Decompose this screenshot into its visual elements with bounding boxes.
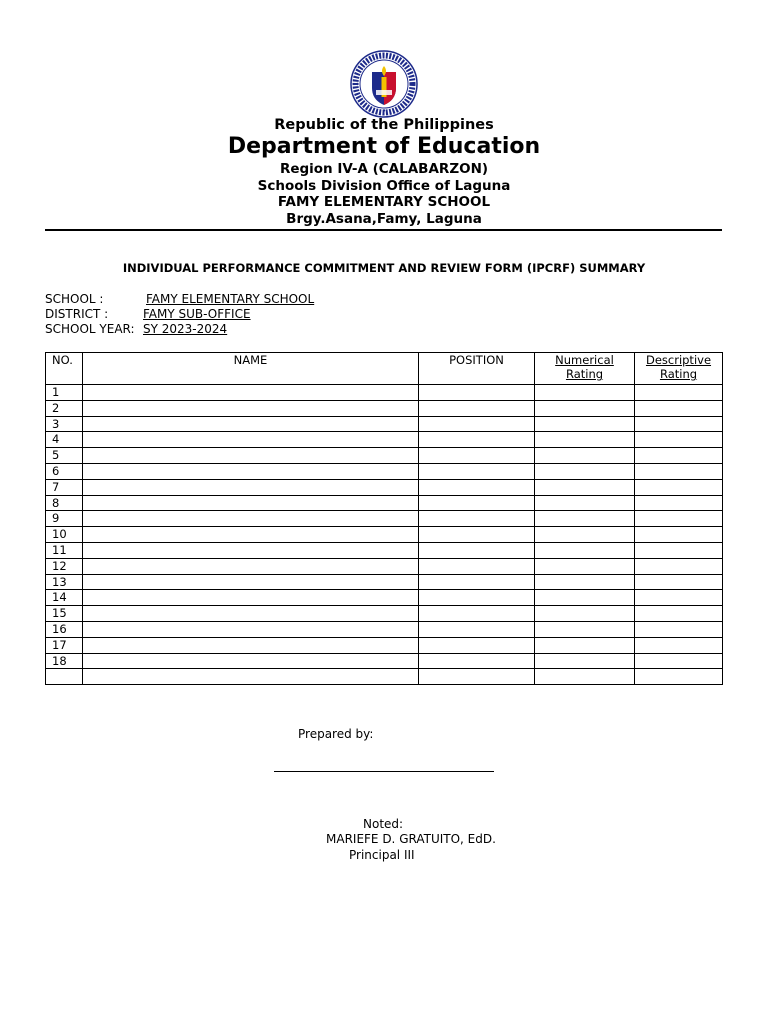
header-no: NO. — [46, 353, 83, 385]
name-cell[interactable] — [83, 574, 419, 590]
row-number-cell: 8 — [46, 495, 83, 511]
row-number-cell: 3 — [46, 416, 83, 432]
numerical-rating-cell[interactable] — [535, 669, 635, 685]
numerical-rating-cell[interactable] — [535, 558, 635, 574]
row-number-cell: 18 — [46, 653, 83, 669]
signature-line — [274, 771, 494, 772]
descriptive-rating-cell[interactable] — [635, 511, 723, 527]
district-info-row — [45, 307, 251, 322]
position-cell[interactable] — [419, 448, 535, 464]
name-cell[interactable] — [83, 400, 419, 416]
numerical-rating-cell[interactable] — [535, 590, 635, 606]
name-cell[interactable] — [83, 542, 419, 558]
republic-heading: Republic of the Philippines — [274, 117, 494, 133]
position-cell[interactable] — [419, 463, 535, 479]
descriptive-rating-cell[interactable] — [635, 495, 723, 511]
school-year-info-row — [45, 322, 228, 337]
table-row — [46, 416, 723, 432]
numerical-rating-cell[interactable] — [535, 385, 635, 401]
descriptive-rating-cell[interactable] — [635, 527, 723, 543]
row-number-cell: 4 — [46, 432, 83, 448]
numerical-rating-cell[interactable] — [535, 400, 635, 416]
header-numerical-rating: Numerical Rating — [535, 353, 635, 385]
position-cell[interactable] — [419, 669, 535, 685]
descriptive-rating-cell[interactable] — [635, 653, 723, 669]
school-heading: FAMY ELEMENTARY SCHOOL — [277, 194, 491, 210]
numerical-rating-cell[interactable] — [535, 416, 635, 432]
numerical-rating-cell[interactable] — [535, 606, 635, 622]
row-number-cell: 10 — [46, 527, 83, 543]
position-cell[interactable] — [419, 479, 535, 495]
table-row — [46, 558, 723, 574]
district-value: FAMY SUB-OFFICE — [143, 307, 251, 321]
numerical-rating-cell[interactable] — [535, 448, 635, 464]
row-number-cell: 2 — [46, 400, 83, 416]
name-cell[interactable] — [83, 479, 419, 495]
name-cell[interactable] — [83, 637, 419, 653]
position-cell[interactable] — [419, 511, 535, 527]
name-cell[interactable] — [83, 527, 419, 543]
descriptive-rating-cell[interactable] — [635, 669, 723, 685]
descriptive-rating-cell[interactable] — [635, 463, 723, 479]
table-header-row — [46, 353, 723, 385]
table-row — [46, 590, 723, 606]
numerical-rating-cell[interactable] — [535, 542, 635, 558]
descriptive-rating-cell[interactable] — [635, 621, 723, 637]
school-label: SCHOOL : — [45, 292, 104, 306]
table-row — [46, 606, 723, 622]
row-number-cell: 9 — [46, 511, 83, 527]
position-cell[interactable] — [419, 495, 535, 511]
numerical-rating-cell[interactable] — [535, 432, 635, 448]
row-number-cell: 13 — [46, 574, 83, 590]
name-cell[interactable] — [83, 653, 419, 669]
name-cell[interactable] — [83, 621, 419, 637]
table-row — [46, 385, 723, 401]
name-cell[interactable] — [83, 448, 419, 464]
principal-title: Principal III — [349, 848, 415, 862]
descriptive-rating-cell[interactable] — [635, 542, 723, 558]
deped-seal-logo — [350, 50, 418, 118]
position-cell[interactable] — [419, 574, 535, 590]
descriptive-rating-cell[interactable] — [635, 432, 723, 448]
numerical-rating-cell[interactable] — [535, 574, 635, 590]
row-number-cell: 11 — [46, 542, 83, 558]
position-cell[interactable] — [419, 432, 535, 448]
row-number-cell: 5 — [46, 448, 83, 464]
table-row — [46, 669, 723, 685]
region-heading: Region IV-A (CALABARZON) — [279, 161, 489, 177]
district-label: DISTRICT : — [45, 307, 109, 321]
name-cell[interactable] — [83, 590, 419, 606]
position-cell[interactable] — [419, 590, 535, 606]
row-number-cell: 15 — [46, 606, 83, 622]
school-info-row — [45, 292, 315, 307]
position-cell[interactable] — [419, 606, 535, 622]
department-heading: Department of Education — [227, 134, 541, 159]
table-row — [46, 621, 723, 637]
position-cell[interactable] — [419, 558, 535, 574]
position-cell[interactable] — [419, 416, 535, 432]
numerical-rating-cell[interactable] — [535, 479, 635, 495]
row-number-cell: 17 — [46, 637, 83, 653]
numerical-rating-cell[interactable] — [535, 495, 635, 511]
descriptive-rating-cell[interactable] — [635, 479, 723, 495]
row-number-cell: 7 — [46, 479, 83, 495]
name-cell[interactable] — [83, 606, 419, 622]
table-row — [46, 511, 723, 527]
descriptive-rating-cell[interactable] — [635, 574, 723, 590]
table-row — [46, 432, 723, 448]
numerical-rating-cell[interactable] — [535, 621, 635, 637]
table-row — [46, 495, 723, 511]
name-cell[interactable] — [83, 558, 419, 574]
form-title: INDIVIDUAL PERFORMANCE COMMITMENT AND REVIEW FORM (IPCRF) SUMMARY — [122, 261, 646, 275]
row-number-cell: 12 — [46, 558, 83, 574]
noted-label: Noted: — [363, 817, 404, 831]
table-row — [46, 400, 723, 416]
table-row — [46, 542, 723, 558]
descriptive-rating-cell[interactable] — [635, 590, 723, 606]
table-row — [46, 637, 723, 653]
name-cell[interactable] — [83, 669, 419, 685]
position-cell[interactable] — [419, 385, 535, 401]
numerical-rating-cell[interactable] — [535, 527, 635, 543]
row-number-cell: 6 — [46, 463, 83, 479]
name-cell[interactable] — [83, 511, 419, 527]
name-cell[interactable] — [83, 495, 419, 511]
name-cell[interactable] — [83, 416, 419, 432]
division-heading: Schools Division Office of Laguna — [257, 178, 511, 194]
row-number-cell: 1 — [46, 385, 83, 401]
school-year-label: SCHOOL YEAR: — [45, 322, 135, 336]
row-number-cell: 14 — [46, 590, 83, 606]
numerical-rating-cell[interactable] — [535, 637, 635, 653]
ipcrf-summary-table — [45, 352, 723, 685]
descriptive-rating-cell[interactable] — [635, 558, 723, 574]
prepared-by-label: Prepared by: — [298, 727, 374, 741]
table-row — [46, 479, 723, 495]
descriptive-rating-cell[interactable] — [635, 448, 723, 464]
row-number-cell — [46, 669, 83, 685]
numerical-rating-cell[interactable] — [535, 511, 635, 527]
name-cell[interactable] — [83, 432, 419, 448]
descriptive-rating-cell[interactable] — [635, 637, 723, 653]
table-row — [46, 574, 723, 590]
header-descriptive-rating: Descriptive Rating — [635, 353, 723, 385]
position-cell[interactable] — [419, 637, 535, 653]
table-row — [46, 527, 723, 543]
principal-name: MARIEFE D. GRATUITO, EdD. — [326, 832, 496, 846]
school-value: FAMY ELEMENTARY SCHOOL — [146, 292, 315, 306]
table-row — [46, 448, 723, 464]
position-cell[interactable] — [419, 621, 535, 637]
position-cell[interactable] — [419, 653, 535, 669]
header-position: POSITION — [419, 353, 535, 385]
school-year-value: SY 2023-2024 — [143, 322, 228, 336]
descriptive-rating-cell[interactable] — [635, 400, 723, 416]
header-name: NAME — [83, 353, 419, 385]
name-cell[interactable] — [83, 463, 419, 479]
row-number-cell: 16 — [46, 621, 83, 637]
descriptive-rating-cell[interactable] — [635, 416, 723, 432]
descriptive-rating-cell[interactable] — [635, 385, 723, 401]
descriptive-rating-cell[interactable] — [635, 606, 723, 622]
address-heading: Brgy.Asana,Famy, Laguna — [286, 211, 482, 227]
header-divider — [45, 229, 722, 231]
name-cell[interactable] — [83, 385, 419, 401]
position-cell[interactable] — [419, 400, 535, 416]
table-row — [46, 653, 723, 669]
position-cell[interactable] — [419, 527, 535, 543]
numerical-rating-cell[interactable] — [535, 463, 635, 479]
numerical-rating-cell[interactable] — [535, 653, 635, 669]
position-cell[interactable] — [419, 542, 535, 558]
table-row — [46, 463, 723, 479]
